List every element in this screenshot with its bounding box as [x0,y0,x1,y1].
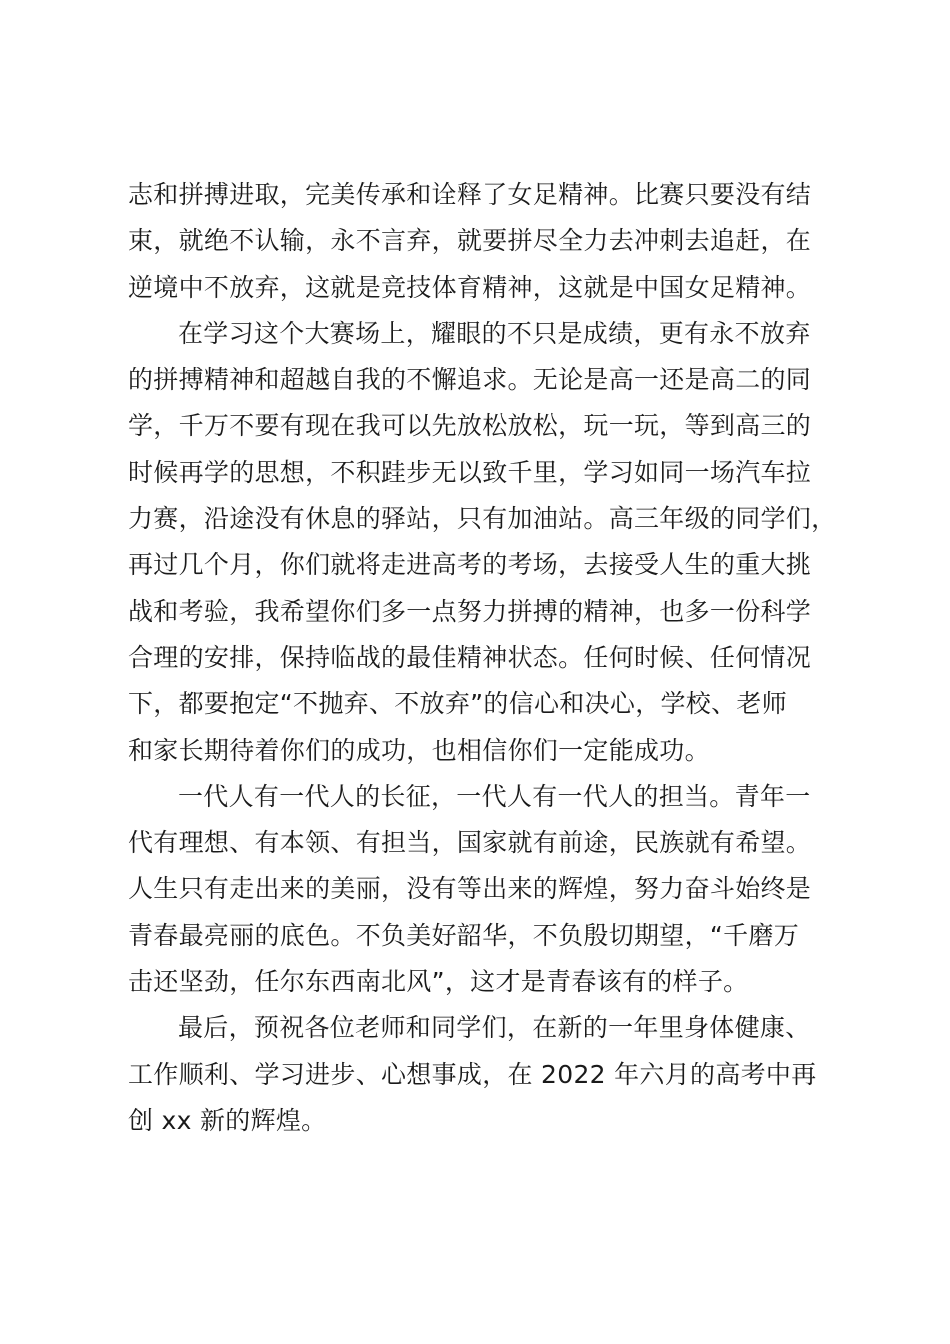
paragraph-2-line-5: 力赛，沿途没有休息的驿站，只有加油站。高三年级的同学们， [128,504,837,534]
paragraph-1-line-2: 束，就绝不认输，永不言弃，就要拼尽全力去冲刺去追赶，在 [128,226,812,256]
paragraph-4-line-1: 最后，预祝各位老师和同学们，在新的一年里身体健康、 [178,1013,811,1043]
paragraph-3-line-5: 击还坚劲，任尔东西南北风”，这才是青春该有的样子。 [128,967,749,997]
paragraph-4-line-2: 工作顺利、学习进步、心想事成，在 2022 年六月的高考中再 [128,1059,817,1089]
paragraph-2-line-6: 再过几个月，你们就将走进高考的考场，去接受人生的重大挑 [128,550,812,580]
paragraph-4-line-3: 创 xx 新的辉煌。 [128,1105,327,1135]
paragraph-2-line-1: 在学习这个大赛场上，耀眼的不只是成绩，更有永不放弃 [178,318,811,348]
paragraph-2-line-10: 和家长期待着你们的成功，也相信你们一定能成功。 [128,735,710,765]
paragraph-2-line-3: 学，千万不要有现在我可以先放松放松，玩一玩，等到高三的 [128,411,812,441]
paragraph-3-line-1: 一代人有一代人的长征，一代人有一代人的担当。青年一 [178,781,811,811]
paragraph-2-line-4: 时候再学的思想，不积跬步无以致千里，学习如同一场汽车拉 [128,457,812,487]
paragraph-2-line-9: 下，都要抱定“不抛弃、不放弃”的信心和决心，学校、老师 [128,689,788,719]
paragraph-1-line-1: 志和拼搏进取，完美传承和诠释了女足精神。比赛只要没有结 [128,180,812,209]
paragraph-3-line-4: 青春最亮丽的底色。不负美好韶华，不负殷切期望，“千磨万 [128,920,800,950]
paragraph-2-line-8: 合理的安排，保持临战的最佳精神状态。任何时候、任何情况 [128,642,812,672]
paragraph-3-line-2: 代有理想、有本领、有担当，国家就有前途，民族就有希望。 [128,828,812,858]
paragraph-1-line-3: 逆境中不放弃，这就是竞技体育精神，这就是中国女足精神。 [128,272,812,302]
body-text [128,172,848,1144]
paragraph-3-line-3: 人生只有走出来的美丽，没有等出来的辉煌，努力奋斗始终是 [128,874,812,904]
paragraph-2-line-2: 的拼搏精神和超越自我的不懈追求。无论是高一还是高二的同 [128,365,812,395]
paragraph-2-line-7: 战和考验，我希望你们多一点努力拼搏的精神，也多一份科学 [128,596,812,626]
